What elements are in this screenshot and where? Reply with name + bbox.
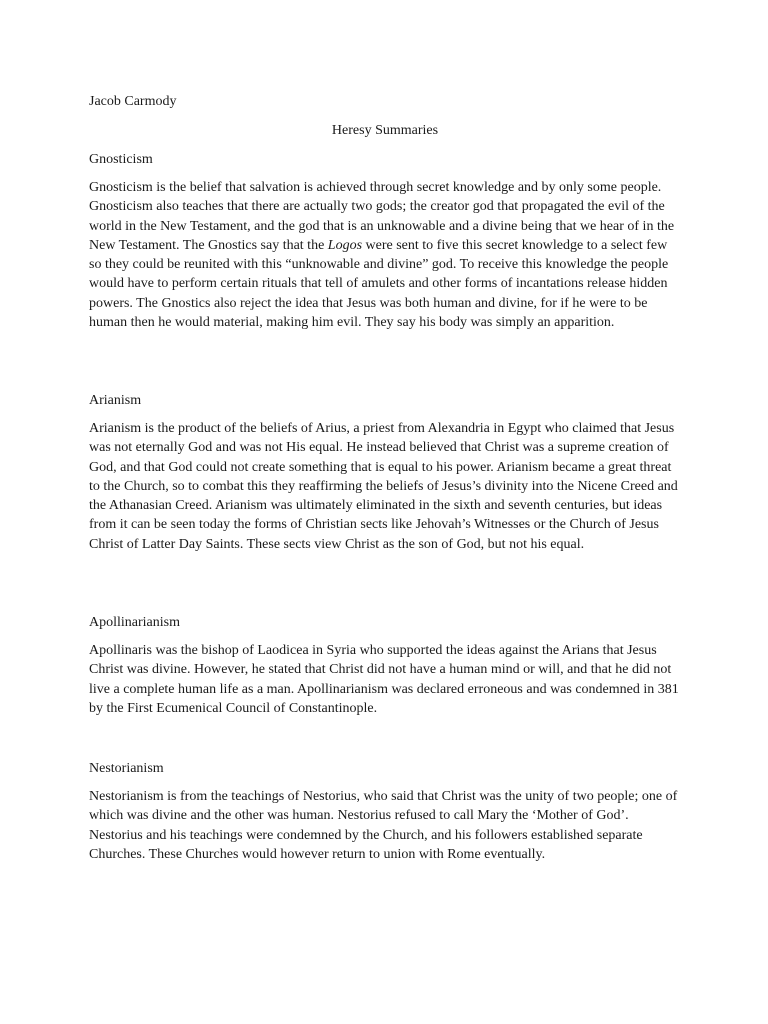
section-body	[89, 178, 681, 332]
section-heading: Gnosticism	[89, 152, 153, 167]
emphasized-term: Logos	[327, 237, 363, 253]
body-text: Gnosticism is the belief that salvation is achieved through secret knowledge and by only some people. Gnosticism also teaches that there are actually two gods; the creator god that propagated the evil of the world in the New Testament, and the god that is an unknowable and a divine being that we hear of in the New Testament. The Gnostics say that the	[89, 180, 675, 253]
section-heading: Arianism	[89, 393, 142, 408]
document-title-text: Heresy Summaries	[331, 123, 439, 138]
section-apollinarianism	[89, 614, 681, 718]
section-body: Apollinaris was the bishop of Laodicea in Syria who supported the ideas against the Arians that Jesus Christ was divine. However, he stated that Christ did not have a human mind or will, and that he did not live a complete human life as a man. Apollinarianism was declared erroneous and was condemned in 381 by the First Ecumenical Council of Constantinople.	[89, 643, 679, 716]
section-body: Nestorianism is from the teachings of Nestorius, who said that Christ was the unity of two people; one of which was divine and the other was human. Nestorius refused to call Mary the ‘Mother of God’. Nestorius and his teachings were condemned by the Church, and his followers established separate Churches. These Churches would however return to union with Rome eventually.	[89, 789, 678, 862]
body-text: were sent to five this secret knowledge to a select few so they could be reunited with this “unknowable and divine” god. To receive this knowledge the people would have to perform certain rituals that tell of amulets and other forms of incantations release hidden powers. The Gnostics also reject the idea that Jesus was both human and divine, for if he were to be human then he would material, making him evil. They say his body was simply an apparition.	[89, 237, 669, 331]
section-heading: Nestorianism	[89, 761, 164, 776]
section-body: Arianism is the product of the beliefs of Arius, a priest from Alexandria in Egypt who claimed that Jesus was not eternally God and was not His equal. He instead believed that Christ was a supreme creation of God, and that God could not create something that is equal to his power. Arianism became a great threat to the Church, so to combat this they reaffirming the beliefs of Jesus’s divinity into the Nicene Creed and the Athanasian Creed. Arianism was ultimately eliminated in the sixth and seventh centuries, but ideas from it can be seen today the forms of Christian sects like Jehovah’s Witnesses or the Church of Jesus Christ of Latter Day Saints. These sects view Christ as the son of God, but not his equal.	[89, 421, 678, 552]
section-arianism	[89, 392, 681, 554]
section-heading: Apollinarianism	[89, 615, 180, 630]
author-name: Jacob Carmody	[89, 94, 177, 109]
section-gnosticism	[89, 151, 681, 332]
section-nestorianism	[89, 760, 681, 864]
document-title	[0, 122, 768, 140]
